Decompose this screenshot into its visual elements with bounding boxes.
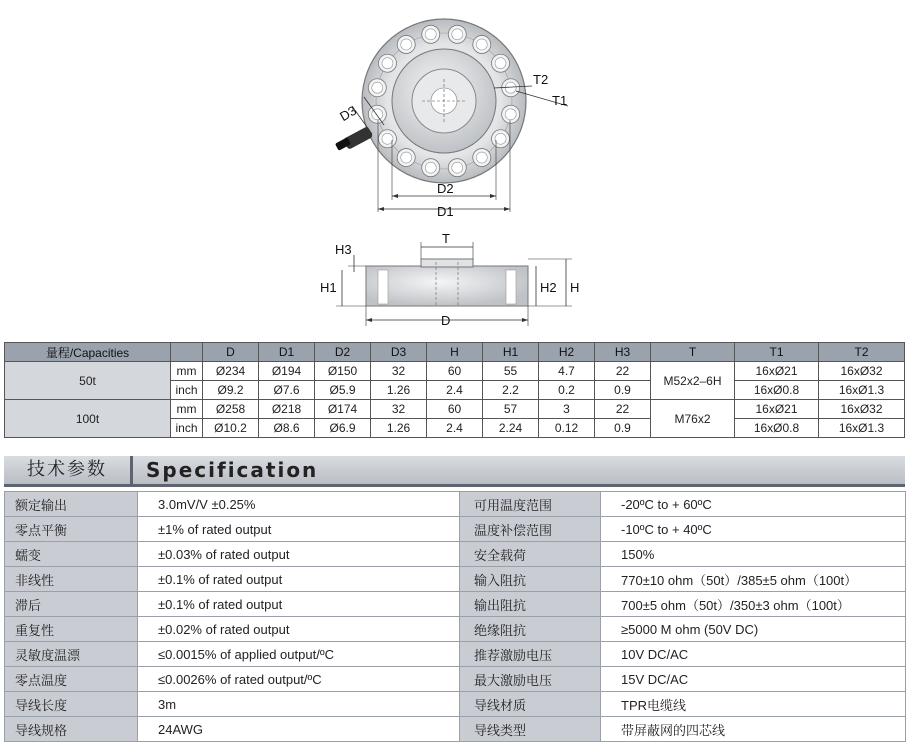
spec-key-cell: 输出阻抗 (460, 592, 601, 617)
dimension-value-cell: 2.24 (483, 419, 539, 438)
unit-cell: mm (171, 400, 203, 419)
t2-cell: 16xØ1.3 (819, 381, 905, 400)
dimension-value-cell: 0.12 (539, 419, 595, 438)
spec-key-cell: 零点平衡 (5, 517, 138, 542)
t2-cell: 16xØ1.3 (819, 419, 905, 438)
label-d2: D2 (437, 181, 454, 196)
t1-cell: 16xØ0.8 (735, 381, 819, 400)
dimension-value-cell: 1.26 (371, 381, 427, 400)
dimension-value-cell: Ø5.9 (315, 381, 371, 400)
spec-key-cell: 导线材质 (460, 692, 601, 717)
dimension-value-cell: 0.9 (595, 419, 651, 438)
spec-key-cell: 非线性 (5, 567, 138, 592)
capacity-cell: 100t (5, 400, 171, 438)
spec-value-cell: TPR电缆线 (601, 692, 906, 717)
label-h3: H3 (335, 242, 352, 257)
label-t: T (442, 231, 450, 246)
label-d1: D1 (437, 204, 454, 219)
dimension-table-body (5, 362, 905, 438)
spec-table (4, 491, 906, 742)
label-h2: H2 (540, 280, 557, 295)
dimension-value-cell: 2.4 (427, 381, 483, 400)
dimension-row (5, 400, 905, 419)
dimension-value-cell: 22 (595, 400, 651, 419)
spec-value-cell: ±0.1% of rated output (138, 567, 460, 592)
spec-row (5, 642, 906, 667)
dimension-value-cell: 55 (483, 362, 539, 381)
header-h1: H1 (483, 343, 539, 362)
spec-value-cell: -20ºC to + 60ºC (601, 492, 906, 517)
t2-cell: 16xØ32 (819, 400, 905, 419)
dimension-value-cell: Ø218 (259, 400, 315, 419)
spec-key-cell: 蠕变 (5, 542, 138, 567)
spec-value-cell: 10V DC/AC (601, 642, 906, 667)
spec-key-cell: 重复性 (5, 617, 138, 642)
spec-title-cn: 技术参数 (4, 456, 133, 484)
spec-value-cell: 150% (601, 542, 906, 567)
spec-value-cell: 700±5 ohm（50t）/350±3 ohm（100t） (601, 592, 906, 617)
header-capacities: 量程/Capacities (5, 343, 171, 362)
dimension-value-cell: Ø234 (203, 362, 259, 381)
spec-value-cell: ±1% of rated output (138, 517, 460, 542)
dimension-value-cell: 4.7 (539, 362, 595, 381)
header-d1: D1 (259, 343, 315, 362)
spec-key-cell: 安全载荷 (460, 542, 601, 567)
dimension-value-cell: 32 (371, 400, 427, 419)
dimension-value-cell: 32 (371, 362, 427, 381)
dimension-value-cell: Ø174 (315, 400, 371, 419)
label-h: H (570, 280, 580, 295)
spec-row (5, 617, 906, 642)
spec-value-cell: ≥5000 M ohm (50V DC) (601, 617, 906, 642)
spec-key-cell: 输入阻抗 (460, 567, 601, 592)
spec-value-cell: 770±10 ohm（50t）/385±5 ohm（100t） (601, 567, 906, 592)
dimension-value-cell: Ø194 (259, 362, 315, 381)
header-d: D (203, 343, 259, 362)
spec-value-cell: ±0.1% of rated output (138, 592, 460, 617)
spec-row (5, 542, 906, 567)
label-d: D (441, 313, 451, 328)
spec-key-cell: 导线类型 (460, 717, 601, 742)
dimension-row (5, 362, 905, 381)
spec-row (5, 667, 906, 692)
spec-value-cell: 3m (138, 692, 460, 717)
spec-title-en: Specification (146, 458, 319, 482)
spec-value-cell: ≤0.0015% of applied output/ºC (138, 642, 460, 667)
label-t2: T2 (533, 72, 549, 87)
dimension-value-cell: Ø150 (315, 362, 371, 381)
t1-cell: 16xØ0.8 (735, 419, 819, 438)
dimension-value-cell: 0.9 (595, 381, 651, 400)
button-side (421, 259, 473, 267)
unit-cell: mm (171, 362, 203, 381)
spec-key-cell: 温度补偿范围 (460, 517, 601, 542)
spec-row (5, 592, 906, 617)
body-side (366, 266, 528, 306)
dimension-value-cell: 2.4 (427, 419, 483, 438)
label-h1: H1 (320, 280, 337, 295)
spec-table-body (5, 492, 906, 742)
spec-row (5, 717, 906, 742)
spec-row (5, 692, 906, 717)
capacity-cell: 50t (5, 362, 171, 400)
header-h2: H2 (539, 343, 595, 362)
header-h: H (427, 343, 483, 362)
dimension-value-cell: Ø258 (203, 400, 259, 419)
spec-value-cell: 带屏蔽网的四芯线 (601, 717, 906, 742)
spec-value-cell: ≤0.0026% of rated output/ºC (138, 667, 460, 692)
spec-key-cell: 灵敏度温漂 (5, 642, 138, 667)
header-d2: D2 (315, 343, 371, 362)
header-t: T (651, 343, 735, 362)
dimension-value-cell: Ø9.2 (203, 381, 259, 400)
dimension-value-cell: 0.2 (539, 381, 595, 400)
spec-value-cell: ±0.02% of rated output (138, 617, 460, 642)
header-d3: D3 (371, 343, 427, 362)
spec-value-cell: 3.0mV/V ±0.25% (138, 492, 460, 517)
dimension-value-cell: Ø6.9 (315, 419, 371, 438)
dimension-value-cell: 2.2 (483, 381, 539, 400)
spec-key-cell: 导线长度 (5, 692, 138, 717)
thread-cell: M52x2–6H (651, 362, 735, 400)
dimension-value-cell: Ø7.6 (259, 381, 315, 400)
spec-key-cell: 推荐激励电压 (460, 642, 601, 667)
header-t2: T2 (819, 343, 905, 362)
header-unit (171, 343, 203, 362)
t1-cell: 16xØ21 (735, 362, 819, 381)
spec-key-cell: 导线规格 (5, 717, 138, 742)
unit-cell: inch (171, 381, 203, 400)
header-t1: T1 (735, 343, 819, 362)
spec-key-cell: 额定输出 (5, 492, 138, 517)
unit-cell: inch (171, 419, 203, 438)
dimension-table (4, 342, 905, 438)
label-d3: D3 (337, 102, 359, 125)
dimension-value-cell: 57 (483, 400, 539, 419)
header-h3: H3 (595, 343, 651, 362)
dimension-value-cell: Ø10.2 (203, 419, 259, 438)
spec-row (5, 517, 906, 542)
spec-key-cell: 绝缘阻抗 (460, 617, 601, 642)
t1-cell: 16xØ21 (735, 400, 819, 419)
dimension-value-cell: 22 (595, 362, 651, 381)
spec-value-cell: 15V DC/AC (601, 667, 906, 692)
dimension-value-cell: 60 (427, 400, 483, 419)
spec-value-cell: ±0.03% of rated output (138, 542, 460, 567)
side-view-drawing (0, 0, 915, 340)
spec-key-cell: 可用温度范围 (460, 492, 601, 517)
dimension-value-cell: Ø8.6 (259, 419, 315, 438)
spec-key-cell: 滞后 (5, 592, 138, 617)
spec-key-cell: 最大激励电压 (460, 667, 601, 692)
spec-key-cell: 零点温度 (5, 667, 138, 692)
spec-value-cell: 24AWG (138, 717, 460, 742)
dimension-table-header (5, 343, 905, 362)
spec-row (5, 567, 906, 592)
label-t1: T1 (552, 93, 568, 108)
spec-header (4, 456, 905, 487)
thread-cell: M76x2 (651, 400, 735, 438)
spec-value-cell: -10ºC to + 40ºC (601, 517, 906, 542)
dimension-value-cell: 3 (539, 400, 595, 419)
spec-row (5, 492, 906, 517)
dimension-value-cell: 1.26 (371, 419, 427, 438)
t2-cell: 16xØ32 (819, 362, 905, 381)
dimension-value-cell: 60 (427, 362, 483, 381)
